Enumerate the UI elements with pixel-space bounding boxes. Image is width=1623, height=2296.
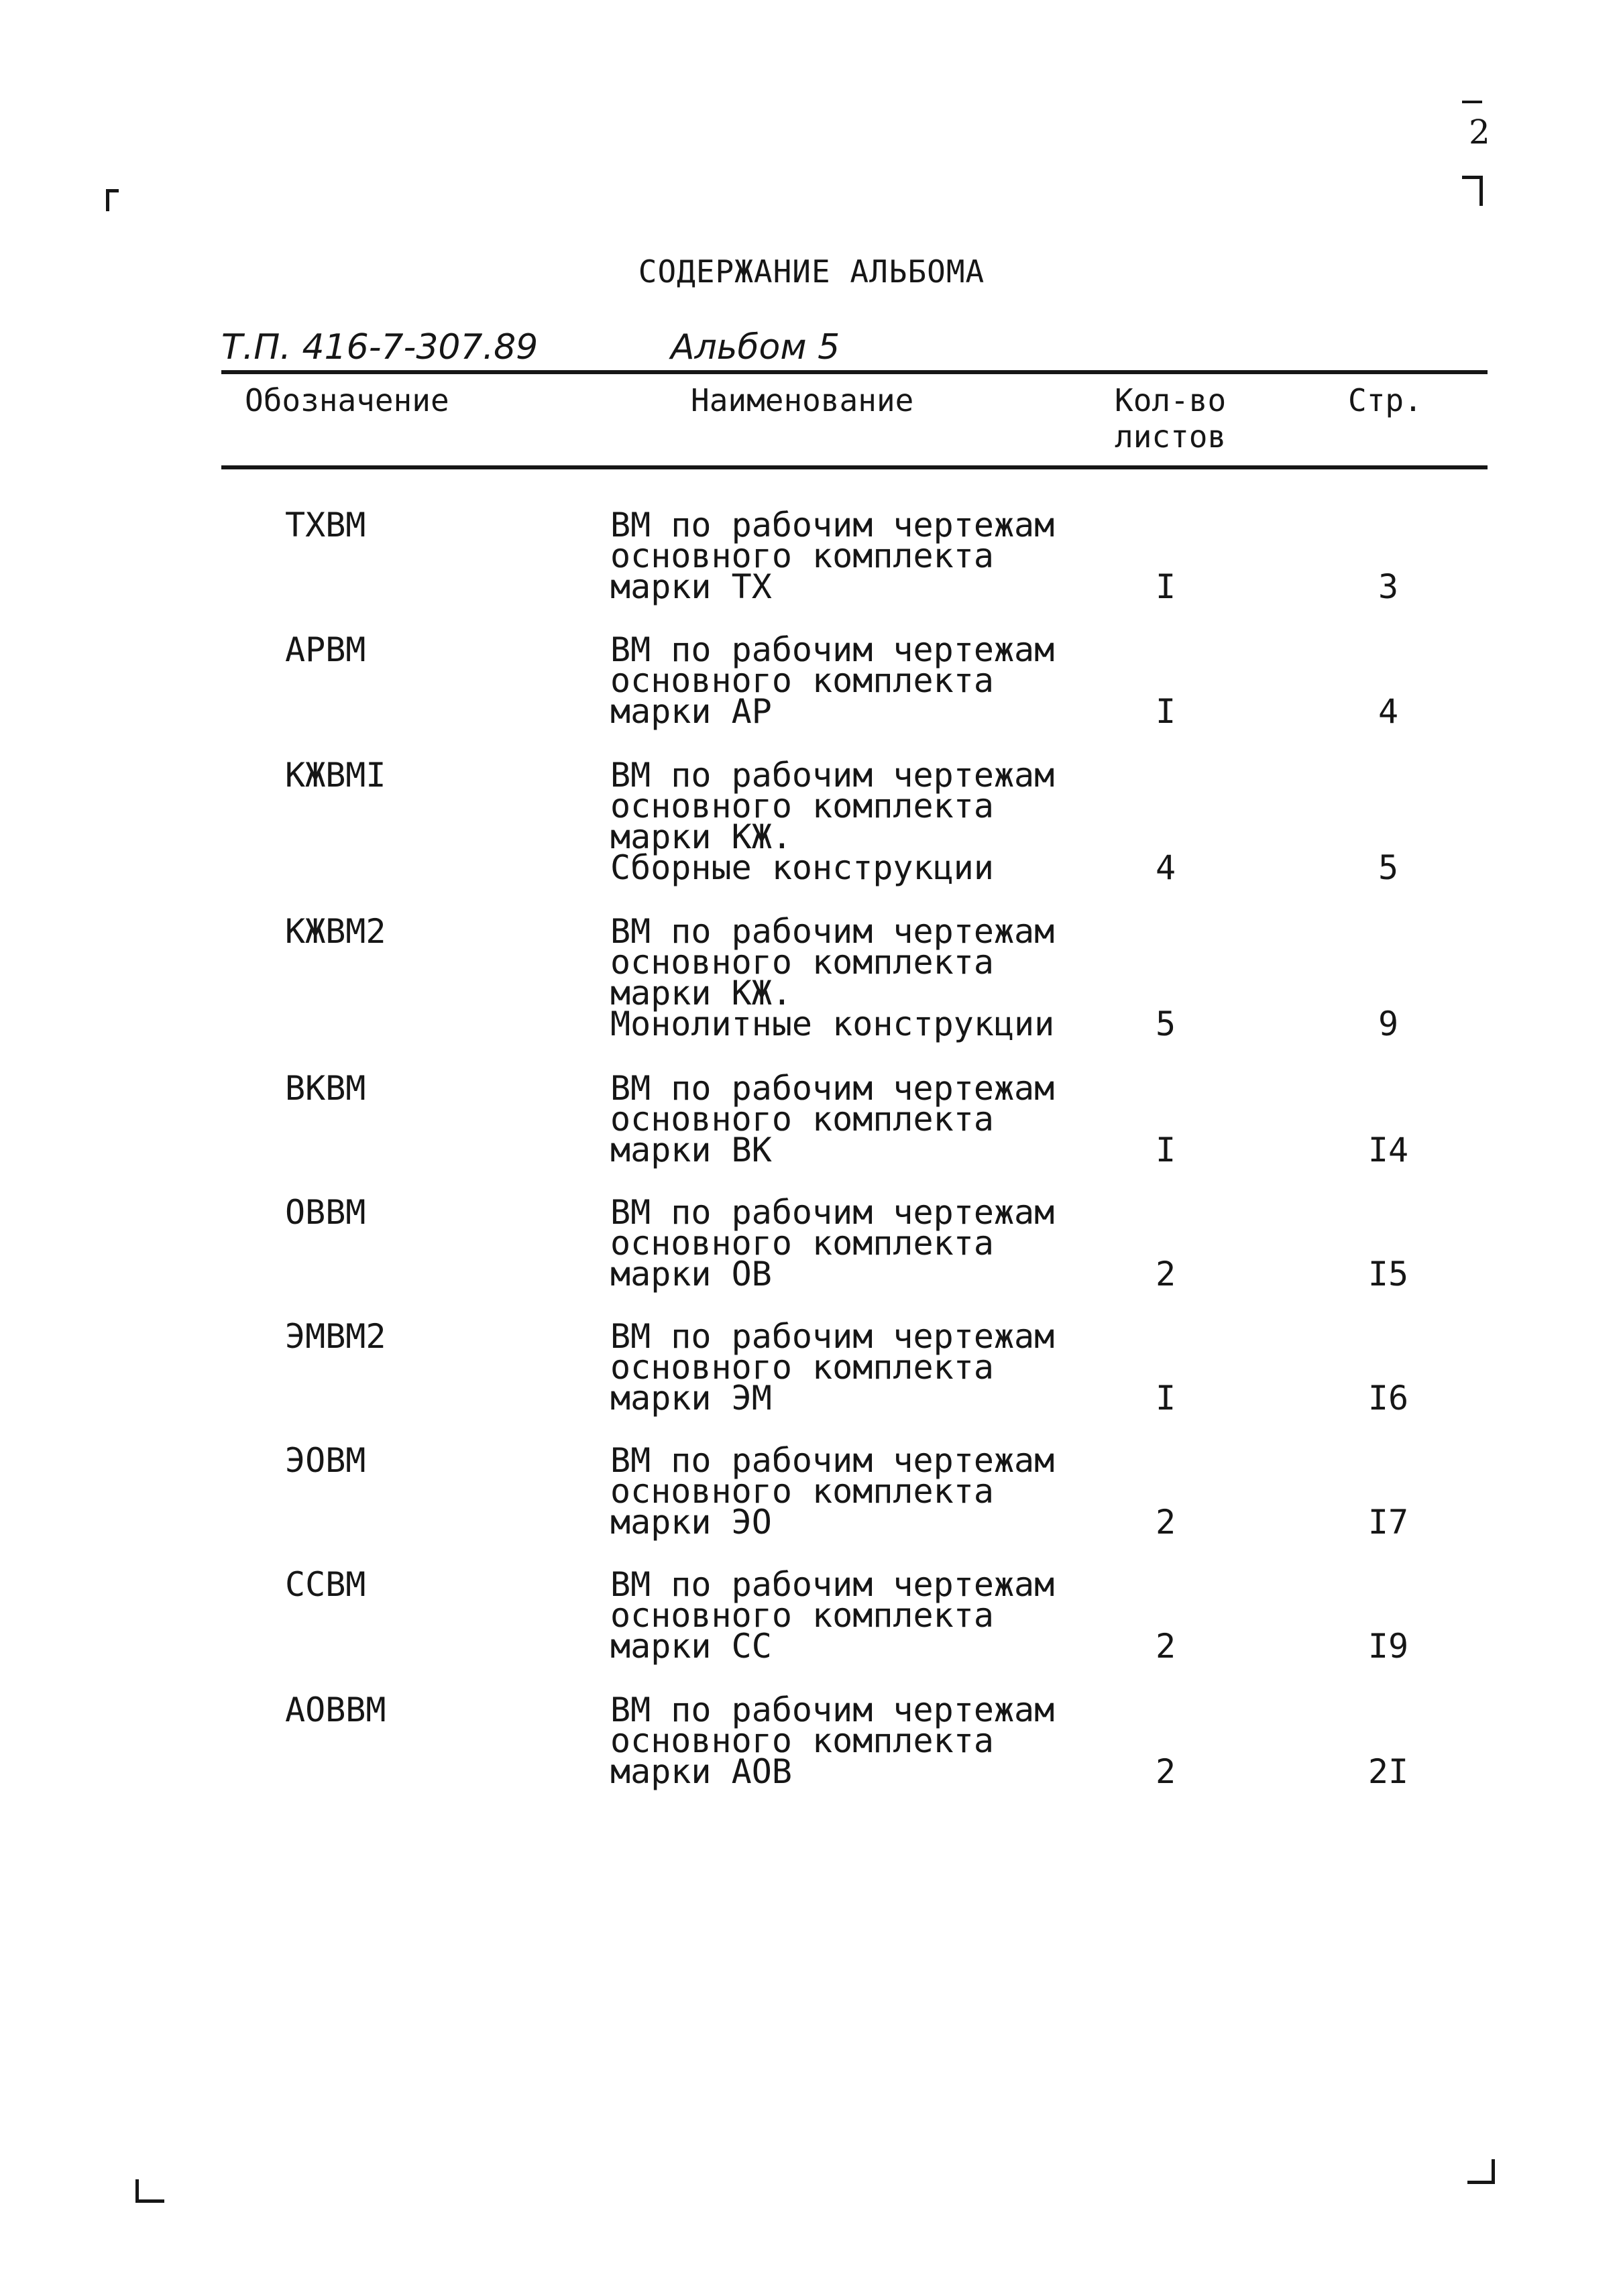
table-row xyxy=(0,506,1623,630)
row-name-line: ВМ по рабочим чертежам xyxy=(610,756,1055,795)
row-sheet-count: I xyxy=(1155,1379,1176,1418)
row-name xyxy=(610,630,1055,731)
row-name-line: ВМ по рабочим чертежам xyxy=(610,1069,1055,1108)
row-name xyxy=(610,912,1055,1043)
table-row xyxy=(0,1317,1623,1442)
table-row xyxy=(0,1193,1623,1318)
row-name-line: ВМ по рабочим чертежам xyxy=(610,1565,1055,1604)
row-page: I5 xyxy=(1367,1255,1409,1294)
column-header-sheet-count-line1: Кол-во xyxy=(1115,382,1227,418)
row-name-line: основного комплекта xyxy=(610,1596,994,1635)
row-name-line: основного комплекта xyxy=(610,1224,994,1263)
row-page: 9 xyxy=(1378,1005,1399,1043)
row-sheet-count: 5 xyxy=(1155,1005,1176,1043)
row-name xyxy=(610,1317,1055,1418)
row-page: I6 xyxy=(1367,1379,1409,1418)
row-page: 4 xyxy=(1378,692,1399,731)
corner-mark-top-right xyxy=(1462,176,1483,206)
row-sheet-count: I xyxy=(1155,567,1176,606)
table-header-rule xyxy=(221,465,1488,469)
column-header-name: Наименование xyxy=(691,382,914,418)
row-sheet-count: I xyxy=(1155,692,1176,731)
row-page: I7 xyxy=(1367,1503,1409,1542)
column-header-page: Стр. xyxy=(1348,382,1422,418)
corner-dash-mark xyxy=(1462,101,1482,103)
row-page: 2I xyxy=(1367,1752,1409,1791)
row-name xyxy=(610,1069,1055,1169)
row-designation: АОВВМ xyxy=(285,1690,386,1729)
corner-mark-top-left xyxy=(106,189,119,211)
row-name-line: марки ТХ xyxy=(610,567,772,606)
handwritten-album-label: Альбом 5 xyxy=(671,327,840,367)
row-name-line: Монолитные конструкции xyxy=(610,1005,1055,1043)
corner-mark-bottom-right xyxy=(1467,2159,1495,2184)
row-designation: КЖВМI xyxy=(285,756,386,795)
row-name-line: марки ВК xyxy=(610,1131,772,1169)
table-row xyxy=(0,1565,1623,1690)
row-sheet-count: 4 xyxy=(1155,848,1176,887)
row-name-line: ВМ по рабочим чертежам xyxy=(610,1441,1055,1480)
row-name-line: марки ОВ xyxy=(610,1255,772,1294)
row-sheet-count: 2 xyxy=(1155,1503,1176,1542)
row-name-line: ВМ по рабочим чертежам xyxy=(610,1690,1055,1729)
column-header-designation: Обозначение xyxy=(245,382,449,418)
row-designation: ВКВМ xyxy=(285,1069,366,1108)
row-name-line: марки КЖ. xyxy=(610,817,792,856)
row-name-line: ВМ по рабочим чертежам xyxy=(610,1193,1055,1232)
column-header-sheet-count xyxy=(1115,382,1226,455)
handwritten-project-code: Т.П. 416-7-307.89 xyxy=(221,327,539,367)
row-designation: АРВМ xyxy=(285,630,366,669)
row-designation: ССВМ xyxy=(285,1565,366,1604)
row-name-line: марки АОВ xyxy=(610,1752,792,1791)
row-name-line: марки АР xyxy=(610,692,772,731)
row-name-line: ВМ по рабочим чертежам xyxy=(610,506,1055,544)
row-sheet-count: 2 xyxy=(1155,1752,1176,1791)
row-name-line: основного комплекта xyxy=(610,787,994,825)
row-name-line: основного комплекта xyxy=(610,943,994,982)
row-name-line: марки СС xyxy=(610,1627,772,1666)
row-page: I9 xyxy=(1367,1627,1409,1666)
row-name xyxy=(610,756,1055,887)
corner-mark-bottom-left xyxy=(135,2179,164,2203)
row-name-line: основного комплекта xyxy=(610,1348,994,1387)
table-row xyxy=(0,1441,1623,1566)
row-name xyxy=(610,1690,1055,1791)
row-name-line: основного комплекта xyxy=(610,1100,994,1139)
row-sheet-count: 2 xyxy=(1155,1255,1176,1294)
row-name-line: Сборные конструкции xyxy=(610,848,994,887)
row-name-line: основного комплекта xyxy=(610,1721,994,1760)
table-row xyxy=(0,630,1623,755)
row-designation: ТХВМ xyxy=(285,506,366,544)
table-row xyxy=(0,1069,1623,1194)
row-name-line: марки ЭО xyxy=(610,1503,772,1542)
row-designation: ЭОВМ xyxy=(285,1441,366,1480)
row-name-line: марки ЭМ xyxy=(610,1379,772,1418)
row-page: I4 xyxy=(1367,1131,1409,1169)
row-sheet-count: 2 xyxy=(1155,1627,1176,1666)
table-row xyxy=(0,912,1623,1043)
row-page: 3 xyxy=(1378,567,1399,606)
row-name-line: ВМ по рабочим чертежам xyxy=(610,1317,1055,1356)
table-row xyxy=(0,756,1623,887)
row-name-line: ВМ по рабочим чертежам xyxy=(610,912,1055,951)
row-name-line: основного комплекта xyxy=(610,661,994,700)
page-number: 2 xyxy=(1469,113,1490,152)
row-designation: КЖВМ2 xyxy=(285,912,386,951)
row-name xyxy=(610,1193,1055,1294)
row-designation: ОВВМ xyxy=(285,1193,366,1232)
row-name-line: ВМ по рабочим чертежам xyxy=(610,630,1055,669)
column-header-sheet-count-line2: листов xyxy=(1115,418,1227,455)
page-title: СОДЕРЖАНИЕ АЛЬБОМА xyxy=(638,253,985,290)
row-name-line: марки КЖ. xyxy=(610,974,792,1013)
table-top-rule xyxy=(221,370,1488,374)
row-name xyxy=(610,506,1055,606)
row-name xyxy=(610,1565,1055,1666)
row-designation: ЭМВМ2 xyxy=(285,1317,386,1356)
row-name-line: основного комплекта xyxy=(610,536,994,575)
table-row xyxy=(0,1690,1623,1815)
row-page: 5 xyxy=(1378,848,1399,887)
row-name xyxy=(610,1441,1055,1542)
row-sheet-count: I xyxy=(1155,1131,1176,1169)
row-name-line: основного комплекта xyxy=(610,1472,994,1511)
